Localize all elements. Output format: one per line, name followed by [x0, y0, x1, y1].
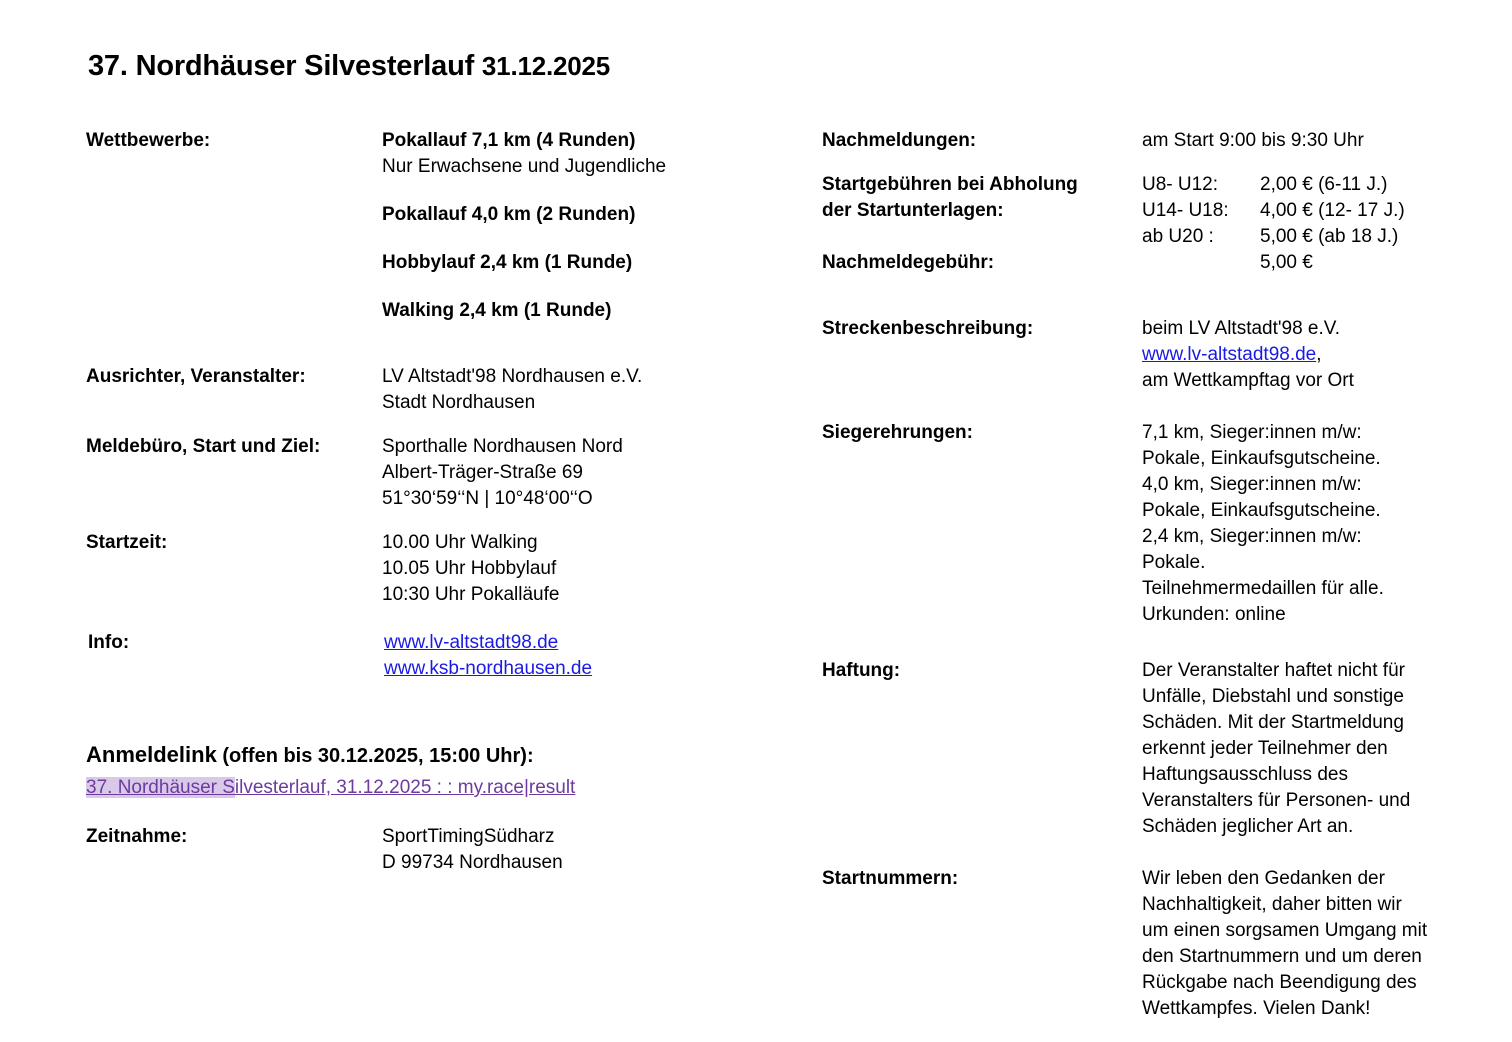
anmeldelink-heading-text: Anmeldelink: [86, 742, 217, 767]
startnummern-line: Nachhaltigkeit, daher bitten wir: [1142, 894, 1402, 915]
row-streckenbeschreibung: [822, 316, 1442, 394]
strecke-line: beim LV Altstadt'98 e.V.: [1142, 318, 1340, 339]
startzeit-line: 10.05 Uhr Hobbylauf: [382, 558, 557, 579]
siegerehrungen-label: Siegerehrungen:: [822, 422, 973, 443]
ausrichter-line: Stadt Nordhausen: [382, 392, 536, 413]
ausrichter-line: LV Altstadt'98 Nordhausen e.V.: [382, 366, 643, 387]
siegerehrung-line: 2,4 km, Sieger:innen m/w:: [1142, 526, 1362, 547]
meldebuero-coordinates: 51°30‘59‘‘N | 10°48‘00‘‘O: [382, 488, 593, 509]
info-label: Info:: [88, 632, 130, 653]
zeitnahme-line: SportTimingSüdharz: [382, 826, 555, 847]
startnummern-line: Rückgabe nach Beendigung des: [1142, 972, 1417, 993]
haftung-line: Haftungsausschluss des: [1142, 764, 1348, 785]
fee-amount: 5,00 € (ab 18 J.): [1260, 226, 1399, 247]
row-startgebuehren: [822, 172, 1442, 250]
fee-amount: 4,00 € (12- 17 J.): [1260, 200, 1405, 221]
right-column: [822, 128, 1442, 1022]
anmeldelink-heading-sub: (offen bis 30.12.2025, 15:00 Uhr):: [216, 745, 534, 767]
fee-amount: 2,00 € (6-11 J.): [1260, 174, 1388, 195]
haftung-line: Veranstalters für Personen- und: [1142, 790, 1411, 811]
streckenbeschreibung-label: Streckenbeschreibung:: [822, 318, 1034, 339]
startnummern-line: um einen sorgsamen Umgang mit: [1142, 920, 1428, 941]
row-info: [86, 630, 786, 682]
startzeit-label: Startzeit:: [86, 532, 168, 553]
meldebuero-values: [382, 434, 786, 512]
siegerehrung-line: Pokale, Einkaufsgutscheine.: [1142, 448, 1381, 469]
startgebuehren-label: [822, 172, 1142, 224]
wettbewerb-item: Walking 2,4 km (1 Runde): [382, 300, 612, 321]
anmeldelink-link[interactable]: 37. Nordhäuser Silvesterlauf, 31.12.2025 : : my.race|result: [86, 777, 576, 798]
meldebuero-line: Sporthalle Nordhausen Nord: [382, 436, 623, 457]
row-wettbewerbe: [86, 128, 786, 324]
zeitnahme-line: D 99734 Nordhausen: [382, 852, 563, 873]
row-zeitnahme: [86, 824, 786, 876]
startgebuehren-label-line2: der Startunterlagen:: [822, 200, 1004, 221]
streckenbeschreibung-values: [1142, 316, 1442, 394]
haftung-label: Haftung:: [822, 660, 901, 681]
meldebuero-line: Albert-Träger-Straße 69: [382, 462, 583, 483]
startnummern-values: [1142, 866, 1442, 1022]
row-nachmeldegebuehr: [822, 250, 1442, 276]
wettbewerb-item: Pokallauf 7,1 km (4 Runden): [382, 130, 636, 151]
fee-group: ab U20 :: [1142, 226, 1214, 247]
startgebuehren-table: [1142, 172, 1442, 250]
siegerehrung-line: 7,1 km, Sieger:innen m/w:: [1142, 422, 1362, 443]
siegerehrung-line: Teilnehmermedaillen für alle.: [1142, 578, 1384, 599]
siegerehrung-line: Pokale, Einkaufsgutscheine.: [1142, 500, 1381, 521]
ausrichter-values: [382, 364, 786, 416]
anmeldelink-block: [86, 740, 786, 801]
siegerehrung-line: Pokale.: [1142, 552, 1206, 573]
page-title-main: 37. Nordhäuser Silvesterlauf: [88, 50, 475, 82]
startnummern-line: Wir leben den Gedanken der: [1142, 868, 1385, 889]
nachmeldungen-label: Nachmeldungen:: [822, 130, 977, 151]
meldebuero-label: Meldebüro, Start und Ziel:: [86, 436, 321, 457]
haftung-line: Schäden. Mit der Startmeldung: [1142, 712, 1404, 733]
info-link-lv-altstadt[interactable]: www.lv-altstadt98.de: [384, 632, 559, 653]
strecke-link[interactable]: www.lv-altstadt98.de: [1142, 344, 1317, 365]
nachmeldegebuehr-table: [1142, 250, 1442, 276]
startnummern-line: den Startnummern und um deren: [1142, 946, 1422, 967]
zeitnahme-label: Zeitnahme:: [86, 826, 188, 847]
row-haftung: [822, 658, 1442, 840]
haftung-line: Unfälle, Diebstahl und sonstige: [1142, 686, 1404, 707]
info-values: [384, 630, 786, 682]
wettbewerbe-label: Wettbewerbe:: [86, 130, 211, 151]
nachmeldungen-value: am Start 9:00 bis 9:30 Uhr: [1142, 130, 1364, 151]
ausrichter-label: Ausrichter, Veranstalter:: [86, 366, 306, 387]
wettbewerb-note: Nur Erwachsene und Jugendliche: [382, 156, 667, 177]
row-ausrichter: [86, 364, 786, 416]
anmeldelink-heading: [86, 740, 786, 771]
strecke-link-wrap: [1142, 342, 1442, 368]
nachmeldegebuehr-label: Nachmeldegebühr:: [822, 252, 995, 273]
row-startzeit: [86, 530, 786, 608]
startnummern-line: Wettkampfes. Vielen Dank!: [1142, 998, 1371, 1019]
haftung-line: erkennt jeder Teilnehmer den: [1142, 738, 1388, 759]
haftung-values: [1142, 658, 1442, 840]
page-title: [88, 50, 610, 83]
row-nachmeldungen: [822, 128, 1442, 154]
row-siegerehrungen: [822, 420, 1442, 628]
startgebuehren-label-line1: Startgebühren bei Abholung: [822, 174, 1078, 195]
haftung-line: Der Veranstalter haftet nicht für: [1142, 660, 1405, 681]
anmeldelink-link-wrap: [86, 775, 575, 801]
wettbewerbe-values: [382, 128, 786, 324]
siegerehrung-line: 4,0 km, Sieger:innen m/w:: [1142, 474, 1362, 495]
siegerehrung-line: Urkunden: online: [1142, 604, 1286, 625]
row-startnummern: [822, 866, 1442, 1022]
fee-group: U14- U18:: [1142, 200, 1229, 221]
startzeit-values: [382, 530, 786, 608]
nachmeldegebuehr-value-wrap: [1142, 250, 1442, 276]
zeitnahme-values: [382, 824, 786, 876]
startzeit-line: 10:30 Uhr Pokalläufe: [382, 584, 560, 605]
fee-group: U8- U12:: [1142, 174, 1219, 195]
zeitnahme-block: [86, 824, 786, 876]
siegerehrungen-values: [1142, 420, 1442, 628]
page-title-date: 31.12.2025: [481, 51, 611, 81]
row-meldebuero: [86, 434, 786, 512]
nachmeldegebuehr-value: 5,00 €: [1260, 252, 1313, 273]
fee-table: [1142, 172, 1442, 250]
wettbewerb-item: Hobbylauf 2,4 km (1 Runde): [382, 252, 633, 273]
info-link-ksb-nordhausen[interactable]: www.ksb-nordhausen.de: [384, 658, 593, 679]
startnummern-label: Startnummern:: [822, 868, 959, 889]
left-column: [86, 128, 786, 682]
startzeit-line: 10.00 Uhr Walking: [382, 532, 538, 553]
strecke-link-suffix: ,: [1316, 344, 1322, 365]
wettbewerb-item: Pokallauf 4,0 km (2 Runden): [382, 204, 636, 225]
strecke-line: am Wettkampftag vor Ort: [1142, 370, 1354, 391]
haftung-line: Schäden jeglicher Art an.: [1142, 816, 1354, 837]
